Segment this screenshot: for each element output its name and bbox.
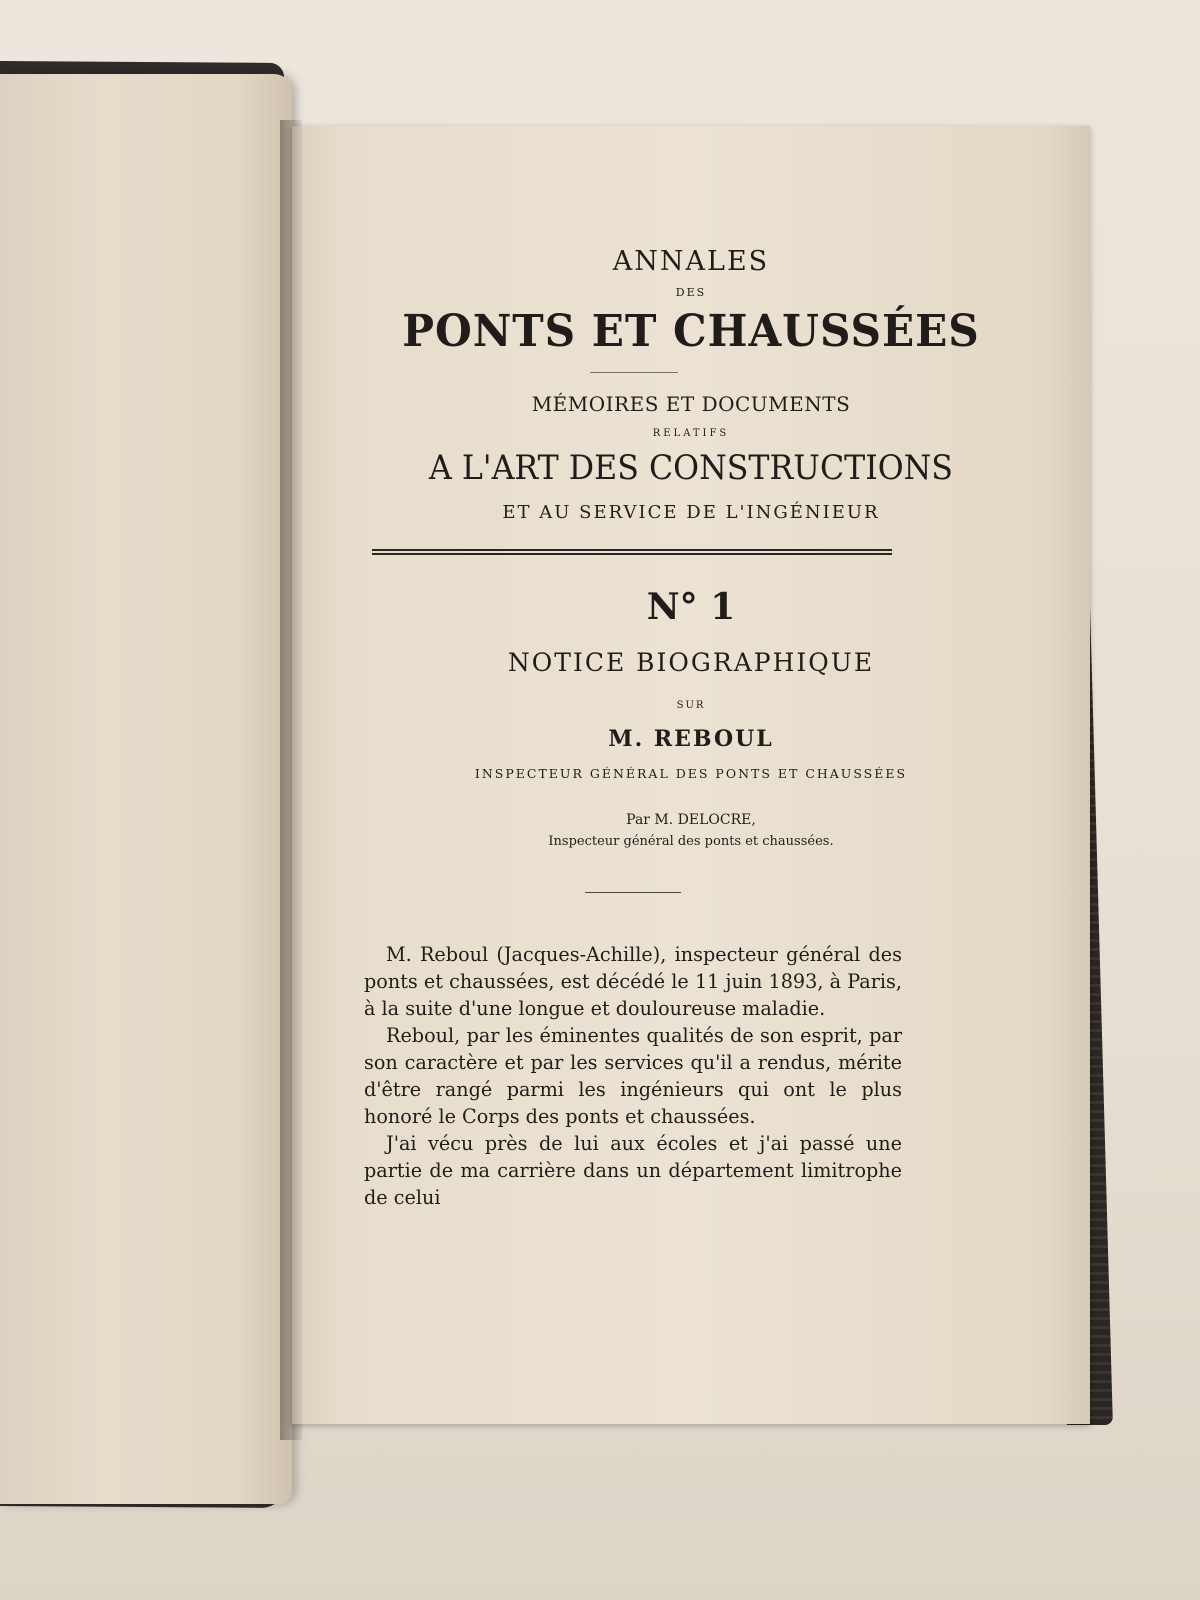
memoires-subtitle: MÉMOIRES ET DOCUMENTS xyxy=(531,392,851,416)
subject-title: INSPECTEUR GÉNÉRAL DES PONTS ET CHAUSSÉES xyxy=(474,766,908,781)
paragraph: J'ai vécu près de lui aux écoles et j'ai passé une partie de ma carrière dans un département limitrophe de celui xyxy=(364,1132,902,1209)
relatifs-label: RELATIFS xyxy=(652,428,730,439)
double-rule xyxy=(372,549,892,555)
annales-heading: ANNALES xyxy=(612,246,770,277)
subject-name: M. REBOUL xyxy=(608,726,774,752)
title-page xyxy=(292,126,1090,1424)
left-page xyxy=(0,74,292,1504)
paragraph: Reboul, par les éminentes qualités de son esprit, par son caractère et par les services qu'il a rendus, mérite d'être rangé parmi les ingénieurs qui ont le plus honoré le Corps des ponts et chaussées. xyxy=(364,1024,902,1128)
des-label: DES xyxy=(675,286,707,299)
body-text xyxy=(364,941,902,1211)
author-line: Par M. DELOCRE, xyxy=(626,812,756,828)
author-title: Inspecteur général des ponts et chaussées. xyxy=(548,834,834,849)
page-gutter-shadow xyxy=(280,120,302,1440)
sur-label: SUR xyxy=(676,700,706,711)
short-rule xyxy=(590,372,678,373)
art-subtitle: A L'ART DES CONSTRUCTIONS xyxy=(429,448,953,488)
issue-number: N° 1 xyxy=(646,586,736,628)
end-rule xyxy=(585,892,681,893)
paragraph: M. Reboul (Jacques-Achille), inspecteur général des ponts et chaussées, est décédé le 11 juin 1893, à Paris, à la suite d'une longue et douloureuse maladie. xyxy=(364,943,902,1020)
article-title: NOTICE BIOGRAPHIQUE xyxy=(507,648,875,677)
service-subtitle: ET AU SERVICE DE L'INGÉNIEUR xyxy=(502,502,880,523)
publication-title: PONTS ET CHAUSSÉES xyxy=(402,306,980,357)
